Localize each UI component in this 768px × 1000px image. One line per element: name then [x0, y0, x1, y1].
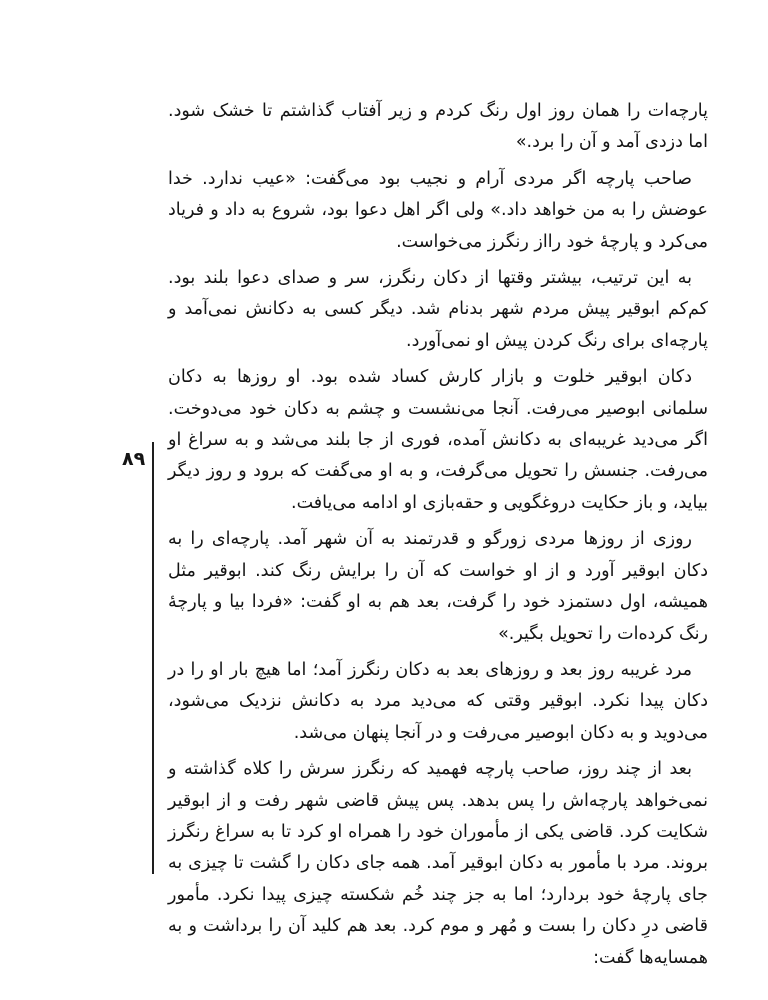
paragraph-7: بعد از چند روز، صاحب پارچه فهمید که رنگرز سرش را کلاه گذاشته و نمی‌خواهد پارچه‌اش را پس بدهد. پس پیش قاضی شهر رفت و از ابوقیر شکایت کرد. قاضی یکی از مأموران خود را همراه او کرد تا به سراغ رنگرز بروند. مرد با مأمور به دکان ابوقیر آمد. همه جای دکان را گشت تا چیزی به جای پارچهٔ خود بردارد؛ اما به جز چند خُم شکسته چیزی پیدا نکرد. مأمور قاضی درِ دکان را بست و مُهر و موم کرد. بعد هم کلید آن را برداشت و به همسایه‌ها گفت: [168, 759, 708, 968]
page-number: ۸۹ [122, 448, 146, 470]
paragraph-2: صاحب پارچه اگر مردی آرام و نجیب بود می‌گفت: «عیب ندارد. خدا عوضش را به من خواهد داد.» ولی اگر اهل دعوا بود، شروع به داد و فریاد می‌کرد و پارچهٔ خود رااز رنگرز می‌خواست. [168, 168, 708, 252]
paragraph-5: روزی از روزها مردی زورگو و قدرتمند به آن شهر آمد. پارچه‌ای را به دکان ابوقیر آورد و از او خواست که آن را برایش رنگ کند. ابوقیر مثل همیشه، اول دستمزد خود را گرفت، بعد هم به او گفت: «فردا بیا و پارچهٔ رنگ کرده‌ات را تحویل بگیر.» [168, 529, 708, 644]
paragraph-3: به این ترتیب، بیشتر وقتها از دکان رنگرز، سر و صدای دعوا بلند بود. کم‌کم ابوقیر پیش مردم شهر بدنام شد. دیگر کسی به دکانش نمی‌آمد و پارچه‌ای برای رنگ کردن پیش او نمی‌آورد. [168, 268, 708, 351]
body-text [168, 96, 708, 979]
paragraph-4: دکان ابوقیر خلوت و بازار کارش کساد شده بود. او روزها به دکان سلمانی ابوصیر می‌رفت. آنجا می‌نشست و چشم به دکان خود می‌دوخت. اگر می‌دید غریبه‌ای به دکانش آمده، فوری از جا بلند می‌شد و به سراغ او می‌رفت. جنسش را تحویل می‌گرفت، و به او می‌گفت که برود و روز دیگر بیاید، و باز حکایت دروغگویی و حقه‌بازی او ادامه می‌یافت. [168, 367, 708, 513]
margin-rule [152, 442, 154, 874]
paragraph-6: مرد غریبه روز بعد و روزهای بعد به دکان رنگرز آمد؛ اما هیچ بار او را در دکان پیدا نکرد. ابوقیر وقتی که می‌دید مرد به دکانش نزدیک می‌شود، می‌دوید و به دکان ابوصیر می‌رفت و در آنجا پنهان می‌شد. [168, 659, 708, 743]
paragraph-1: پارچه‌ات را همان روز اول رنگ کردم و زیر آفتاب گذاشتم تا خشک شود. اما دزدی آمد و آن را برد.» [168, 101, 708, 153]
